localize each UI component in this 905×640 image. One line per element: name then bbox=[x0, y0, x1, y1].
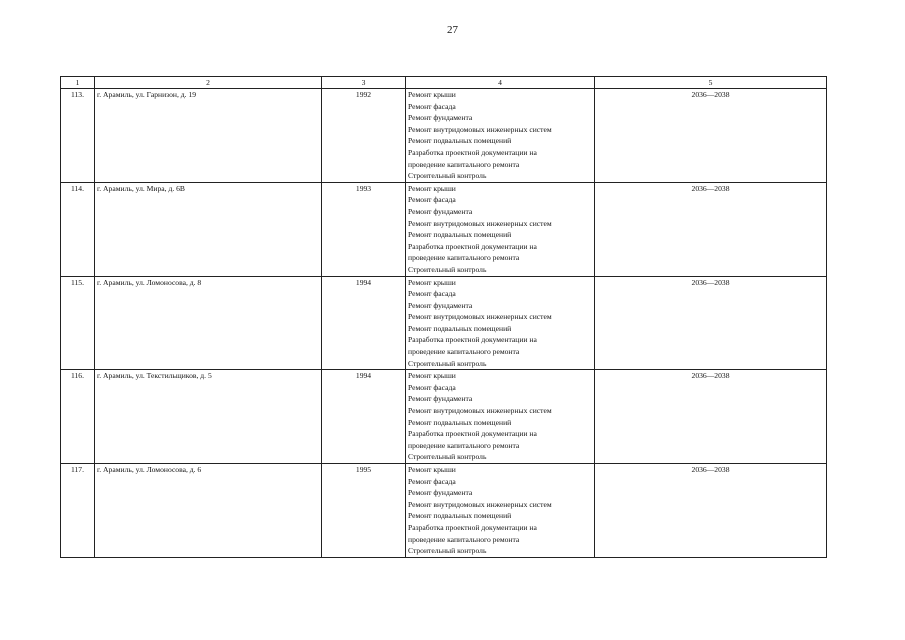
work-item: Разработка проектной документации на bbox=[408, 147, 537, 157]
work-item: проведение капитального ремонта bbox=[408, 159, 520, 169]
work-item: Ремонт внутридомовых инженерных систем bbox=[408, 499, 552, 509]
row-address: г. Арамиль, ул. Гарнизон, д. 19 bbox=[95, 89, 322, 183]
row-term: 2036—2038 bbox=[595, 464, 827, 558]
work-item: Ремонт крыши bbox=[408, 277, 456, 287]
table-header-row bbox=[61, 77, 827, 89]
work-item: Строительный контроль bbox=[408, 171, 487, 181]
header-cell-works: 4 bbox=[406, 77, 595, 89]
row-works-list bbox=[406, 370, 595, 464]
page-number: 27 bbox=[447, 24, 458, 36]
row-term: 2036—2038 bbox=[595, 276, 827, 370]
row-term: 2036—2038 bbox=[595, 89, 827, 183]
table-row bbox=[61, 276, 827, 370]
work-item: Строительный контроль bbox=[408, 264, 487, 274]
work-item: Ремонт внутридомовых инженерных систем bbox=[408, 218, 552, 228]
row-number: 117. bbox=[61, 464, 95, 558]
work-item: Ремонт фасада bbox=[408, 101, 456, 111]
work-item: Разработка проектной документации на bbox=[408, 429, 537, 439]
work-item: Ремонт фундамента bbox=[408, 113, 473, 123]
work-item: Ремонт фасада bbox=[408, 289, 456, 299]
work-item: Ремонт внутридомовых инженерных систем bbox=[408, 312, 552, 322]
row-address: г. Арамиль, ул. Ломоносова, д. 6 bbox=[95, 464, 322, 558]
work-item: Ремонт крыши bbox=[408, 90, 456, 99]
header-cell-number: 1 bbox=[61, 77, 95, 89]
header-cell-year: 3 bbox=[322, 77, 406, 89]
work-item: Ремонт подвальных помещений bbox=[408, 230, 512, 240]
header-cell-term: 5 bbox=[595, 77, 827, 89]
row-number: 114. bbox=[61, 182, 95, 276]
table-row bbox=[61, 89, 827, 183]
work-item: Ремонт фундамента bbox=[408, 206, 473, 216]
work-item: Ремонт фундамента bbox=[408, 300, 473, 310]
header-cell-address: 2 bbox=[95, 77, 322, 89]
work-item: Ремонт подвальных помещений bbox=[408, 323, 512, 333]
work-item: Ремонт подвальных помещений bbox=[408, 511, 512, 521]
work-item: проведение капитального ремонта bbox=[408, 253, 520, 263]
work-item: Разработка проектной документации на bbox=[408, 522, 537, 532]
row-year: 1994 bbox=[322, 276, 406, 370]
work-item: проведение капитального ремонта bbox=[408, 534, 520, 544]
work-item: проведение капитального ремонта bbox=[408, 347, 520, 357]
row-number: 113. bbox=[61, 89, 95, 183]
work-item: Строительный контроль bbox=[408, 358, 487, 368]
work-item: Ремонт крыши bbox=[408, 183, 456, 193]
table-row bbox=[61, 370, 827, 464]
row-works-list bbox=[406, 182, 595, 276]
row-works-list bbox=[406, 89, 595, 183]
work-item: Ремонт внутридомовых инженерных систем bbox=[408, 406, 552, 416]
work-item: Ремонт фасада bbox=[408, 382, 456, 392]
row-term: 2036—2038 bbox=[595, 370, 827, 464]
work-item: Разработка проектной документации на bbox=[408, 335, 537, 345]
table-body bbox=[61, 77, 827, 558]
row-year: 1992 bbox=[322, 89, 406, 183]
row-year: 1995 bbox=[322, 464, 406, 558]
repair-schedule-table bbox=[60, 76, 827, 558]
work-item: Ремонт подвальных помещений bbox=[408, 417, 512, 427]
work-item: Ремонт подвальных помещений bbox=[408, 136, 512, 146]
work-item: проведение капитального ремонта bbox=[408, 440, 520, 450]
work-item: Ремонт крыши bbox=[408, 465, 456, 474]
row-address: г. Арамиль, ул. Мира, д. 6В bbox=[95, 182, 322, 276]
work-item: Разработка проектной документации на bbox=[408, 241, 537, 251]
work-item: Строительный контроль bbox=[408, 452, 487, 462]
row-number: 116. bbox=[61, 370, 95, 464]
work-item: Ремонт фасада bbox=[408, 476, 456, 486]
row-number: 115. bbox=[61, 276, 95, 370]
work-item: Строительный контроль bbox=[408, 546, 487, 556]
table-row bbox=[61, 182, 827, 276]
work-item: Ремонт фундамента bbox=[408, 488, 473, 498]
table-row bbox=[61, 464, 827, 558]
row-works-list bbox=[406, 276, 595, 370]
row-address: г. Арамиль, ул. Ломоносова, д. 8 bbox=[95, 276, 322, 370]
work-item: Ремонт фундамента bbox=[408, 394, 473, 404]
row-address: г. Арамиль, ул. Текстильщиков, д. 5 bbox=[95, 370, 322, 464]
row-year: 1993 bbox=[322, 182, 406, 276]
row-year: 1994 bbox=[322, 370, 406, 464]
work-item: Ремонт внутридомовых инженерных систем bbox=[408, 124, 552, 134]
work-item: Ремонт фасада bbox=[408, 195, 456, 205]
row-works-list bbox=[406, 464, 595, 558]
row-term: 2036—2038 bbox=[595, 182, 827, 276]
work-item: Ремонт крыши bbox=[408, 371, 456, 381]
